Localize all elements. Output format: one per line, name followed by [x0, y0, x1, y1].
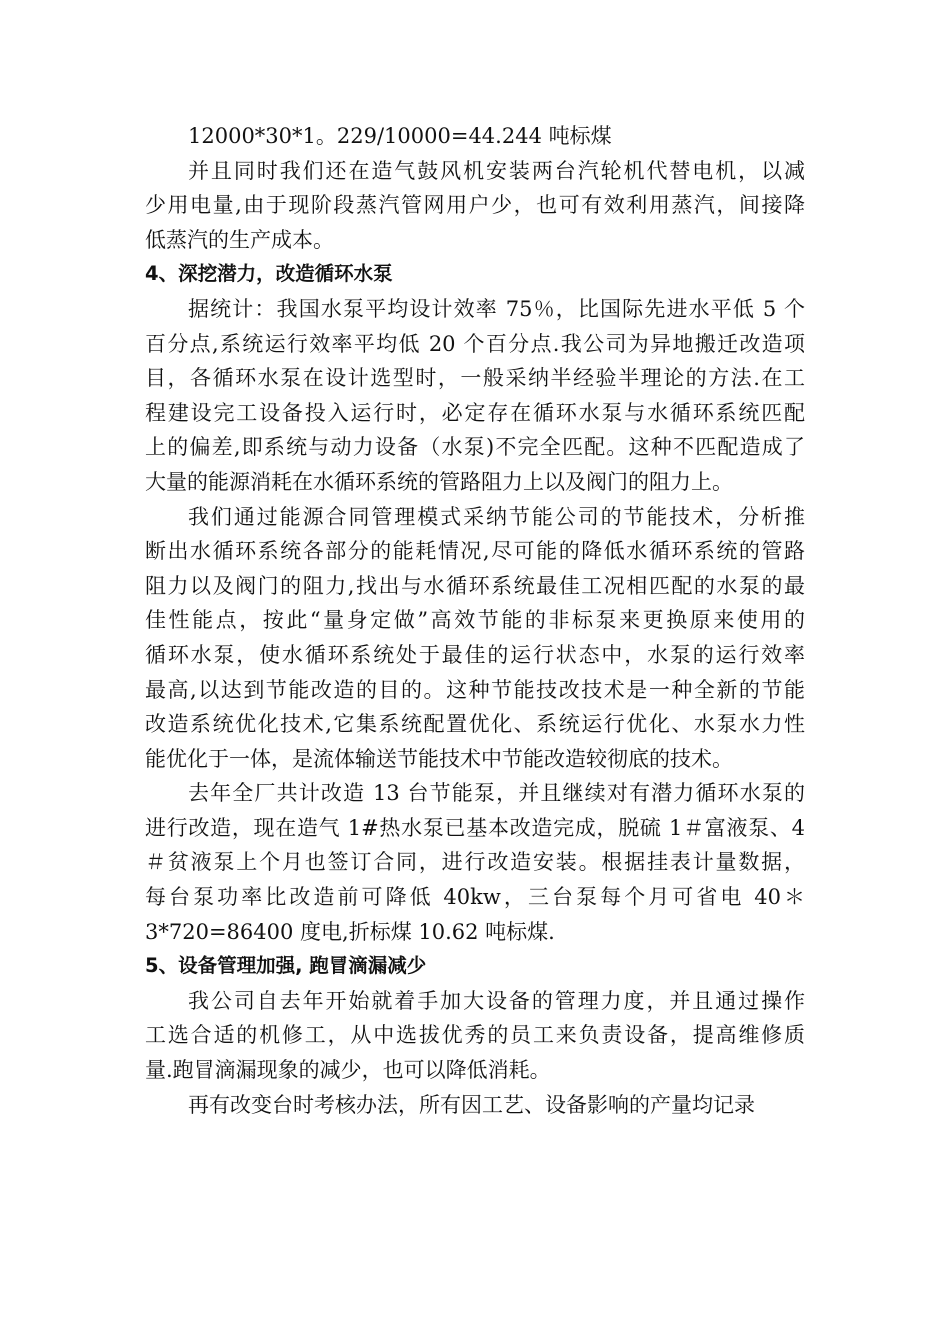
- paragraph: [145, 119, 805, 154]
- paragraph: [145, 1088, 805, 1123]
- paragraph-line: 上的偏差,即系统与动力设备（水泵)不完全匹配。这种不匹配造成了: [145, 435, 805, 460]
- paragraph-line: 3*720=86400 度电,折标煤 10.62 吨标煤.: [145, 919, 555, 944]
- paragraph-line: 进行改造，现在造气 1#热水泵已基本改造完成，脱硫 1＃富液泵、4: [145, 815, 805, 840]
- paragraph-line: 最高,以达到节能改造的目的。这种节能技改技术是一种全新的节能: [145, 677, 805, 702]
- paragraph-line: ＃贫液泵上个月也签订合同，进行改造安装。根据挂表计量数据，: [145, 850, 805, 875]
- paragraph: [145, 154, 805, 258]
- paragraph-line: 佳性能点，按此“量身定做”高效节能的非标泵来更换原来使用的: [145, 608, 805, 633]
- paragraph: [145, 292, 805, 500]
- paragraph: [145, 776, 805, 949]
- paragraph-line: 断出水循环系统各部分的能耗情况,尽可能的降低水循环系统的管路: [145, 539, 805, 564]
- document-body: [145, 119, 805, 1122]
- paragraph-line: 阻力以及阀门的阻力,找出与水循环系统最佳工况相匹配的水泵的最: [145, 573, 805, 598]
- paragraph-line: 并且同时我们还在造气鼓风机安装两台汽轮机代替电机，以减: [188, 158, 805, 183]
- paragraph-line: 少用电量,由于现阶段蒸汽管网用户少，也可有效利用蒸汽，间接降: [145, 193, 805, 218]
- paragraph: [145, 984, 805, 1088]
- paragraph-line: 能优化于一体，是流体输送节能技术中节能改造较彻底的技术。: [145, 746, 733, 771]
- paragraph-line: 12000*30*1。229/10000=44.244 吨标煤: [188, 124, 612, 148]
- paragraph-line: 改造系统优化技术,它集系统配置优化、系统运行优化、水泵水力性: [145, 712, 805, 737]
- section-heading: 5、设备管理加强, 跑冒滴漏减少: [145, 954, 427, 978]
- paragraph-line: 去年全厂共计改造 13 台节能泵，并且继续对有潜力循环水泵的: [188, 781, 805, 806]
- paragraph-line: 百分点,系统运行效率平均低 20 个百分点.我公司为异地搬迁改造项: [145, 331, 805, 356]
- paragraph-line: 低蒸汽的生产成本。: [145, 227, 334, 252]
- paragraph-line: 据统计：我国水泵平均设计效率 75％，比国际先进水平低 5 个: [188, 296, 805, 321]
- paragraph-line: 量.跑冒滴漏现象的减少，也可以降低消耗。: [145, 1058, 551, 1083]
- paragraph-line: 循环水泵，使水循环系统处于最佳的运行状态中，水泵的运行效率: [145, 642, 805, 667]
- paragraph-line: 我公司自去年开始就着手加大设备的管理力度，并且通过操作: [188, 988, 805, 1013]
- paragraph-line: 目，各循环水泵在设计选型时，一般采纳半经验半理论的方法.在工: [145, 366, 805, 391]
- paragraph-line: 工选合适的机修工，从中选拔优秀的员工来负责设备，提高维修质: [145, 1023, 805, 1048]
- section-heading: 4、深挖潜力，改造循环水泵: [145, 262, 393, 286]
- paragraph: [145, 500, 805, 777]
- paragraph-line: 再有改变台时考核办法，所有因工艺、设备影响的产量均记录: [188, 1092, 755, 1117]
- paragraph-line: 程建设完工设备投入运行时，必定存在循环水泵与水循环系统匹配: [145, 400, 805, 425]
- paragraph-line: 大量的能源消耗在水循环系统的管路阻力上以及阀门的阻力上。: [145, 469, 733, 494]
- paragraph-line: 每台泵功率比改造前可降低 40kw，三台泵每个月可省电 40＊: [145, 885, 805, 910]
- paragraph-line: 我们通过能源合同管理模式采纳节能公司的节能技术，分析推: [188, 504, 805, 529]
